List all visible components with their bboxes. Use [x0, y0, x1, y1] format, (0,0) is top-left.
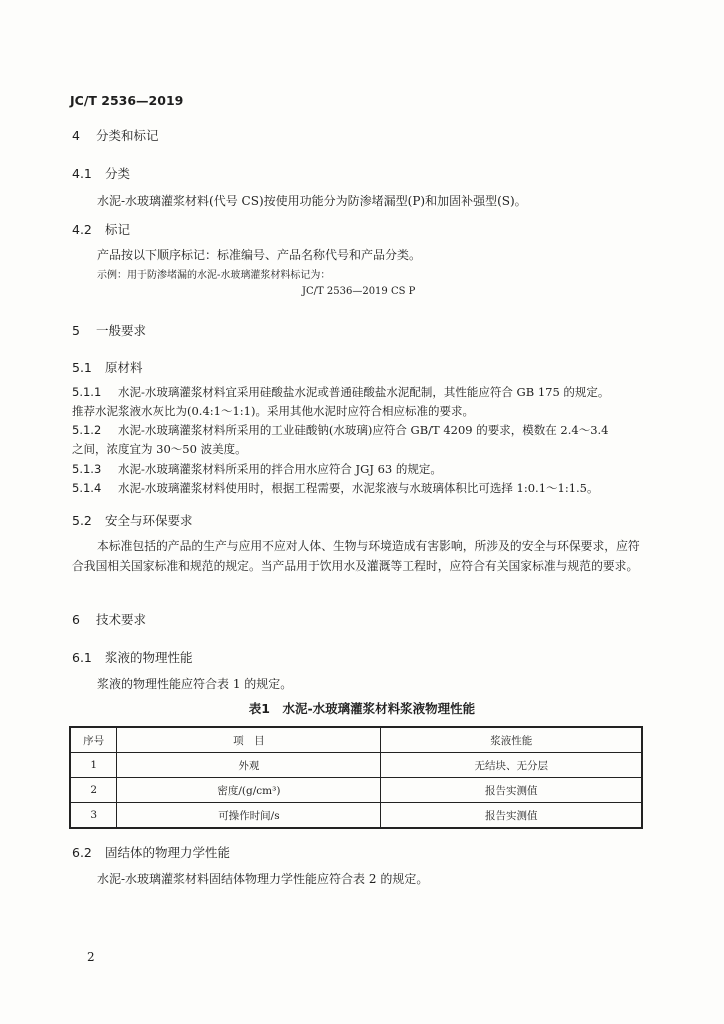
list-item-5-1-2 [72, 422, 609, 438]
list-item-5-1-1 [72, 384, 609, 400]
section-number: 6.1 [72, 650, 92, 665]
section-title: 一般要求 [96, 323, 147, 338]
table-header-row [70, 727, 642, 753]
section-title: 原材料 [105, 360, 143, 375]
header-cell: 序号 [70, 727, 117, 753]
table-cell: 2 [70, 778, 117, 803]
section-5-1-heading [72, 358, 143, 376]
section-title: 安全与环保要求 [105, 513, 193, 528]
table-1-caption: 表1 水泥-水玻璃灌浆材料浆液物理性能 [248, 701, 476, 716]
header-cell: 浆液性能 [381, 727, 642, 753]
section-title: 分类 [105, 166, 131, 181]
table-row [70, 803, 642, 829]
table-row [70, 753, 642, 778]
section-5-2-body: 本标准包括的产品的生产与应用不应对人体、生物与环境造成有害影响，所涉及的安全与环保要求，应符合我国相关国家标准和规范的规定。当产品用于饮用水及灌溉等工程时，应符合有关国家标准与规范的要求。 [72, 539, 640, 573]
section-title: 分类和标记 [96, 128, 159, 143]
section-title: 浆液的物理性能 [105, 650, 193, 665]
section-6-2-body: 水泥-水玻璃灌浆材料固结体物理力学性能应符合表 2 的规定。 [97, 872, 429, 886]
section-4-2-body: 产品按以下顺序标记：标准编号、产品名称代号和产品分类。 [97, 248, 422, 262]
section-number: 6 [72, 612, 80, 627]
section-title: 标记 [105, 222, 131, 237]
table-cell: 可操作时间/s [117, 803, 381, 829]
list-item-5-1-2-cont: 之间，浓度宜为 30～50 波美度。 [72, 442, 247, 456]
section-6-heading [72, 610, 146, 628]
example-label: 示例：用于防渗堵漏的水泥-水玻璃灌浆材料标记为： [97, 270, 331, 281]
list-item-5-1-1-cont: 推荐水泥浆液水灰比为(0.4:1～1:1)。采用其他水泥时应符合相应标准的要求。 [72, 404, 474, 418]
section-number: 5.2 [72, 513, 92, 528]
table-cell: 外观 [117, 753, 381, 778]
table-cell: 报告实测值 [381, 778, 642, 803]
table-cell: 密度/(g/cm³) [117, 778, 381, 803]
item-number: 5.1.4 [72, 481, 102, 495]
section-title: 技术要求 [96, 612, 147, 627]
list-item-5-1-3 [72, 461, 442, 477]
item-number: 5.1.2 [72, 423, 102, 437]
table-cell: 3 [70, 803, 117, 829]
section-4-heading [72, 126, 159, 144]
section-number: 5 [72, 323, 80, 338]
example-mark: JC/T 2536—2019 CS P [302, 286, 416, 297]
section-6-1-heading [72, 648, 193, 666]
header-cell: 项 目 [117, 727, 381, 753]
section-number: 5.1 [72, 360, 92, 375]
section-number: 4 [72, 128, 80, 143]
item-number: 5.1.3 [72, 462, 102, 476]
item-text: 水泥-水玻璃灌浆材料使用时，根据工程需要，水泥浆液与水玻璃体积比可选择 1:0.1～1:1.5。 [118, 481, 599, 495]
section-4-1-heading [72, 164, 130, 182]
table-row [70, 778, 642, 803]
list-item-5-1-4 [72, 480, 599, 496]
item-text: 水泥-水玻璃灌浆材料所采用的工业硅酸钠(水玻璃)应符合 GB/T 4209 的要求，模数在 2.4～3.4 [118, 423, 609, 437]
table-cell: 无结块、无分层 [381, 753, 642, 778]
section-number: 4.2 [72, 222, 92, 237]
section-6-2-heading [72, 843, 230, 861]
item-text: 水泥-水玻璃灌浆材料所采用的拌合用水应符合 JGJ 63 的规定。 [118, 462, 442, 476]
section-5-2-heading [72, 511, 193, 529]
section-4-2-heading [72, 220, 130, 238]
section-number: 4.1 [72, 166, 92, 181]
section-4-1-body: 水泥-水玻璃灌浆材料(代号 CS)按使用功能分为防渗堵漏型(P)和加固补强型(S)。 [97, 194, 527, 208]
table-cell: 1 [70, 753, 117, 778]
section-6-1-body: 浆液的物理性能应符合表 1 的规定。 [97, 677, 293, 691]
table-1 [69, 726, 643, 829]
section-5-heading [72, 321, 146, 339]
section-title: 固结体的物理力学性能 [105, 845, 231, 860]
doc-header: JC/T 2536—2019 [70, 93, 184, 108]
item-number: 5.1.1 [72, 385, 102, 399]
item-text: 水泥-水玻璃灌浆材料宜采用硅酸盐水泥或普通硅酸盐水泥配制，其性能应符合 GB 175 的规定。 [118, 385, 610, 399]
table-cell: 报告实测值 [381, 803, 642, 829]
section-number: 6.2 [72, 845, 92, 860]
page-number: 2 [87, 950, 95, 964]
